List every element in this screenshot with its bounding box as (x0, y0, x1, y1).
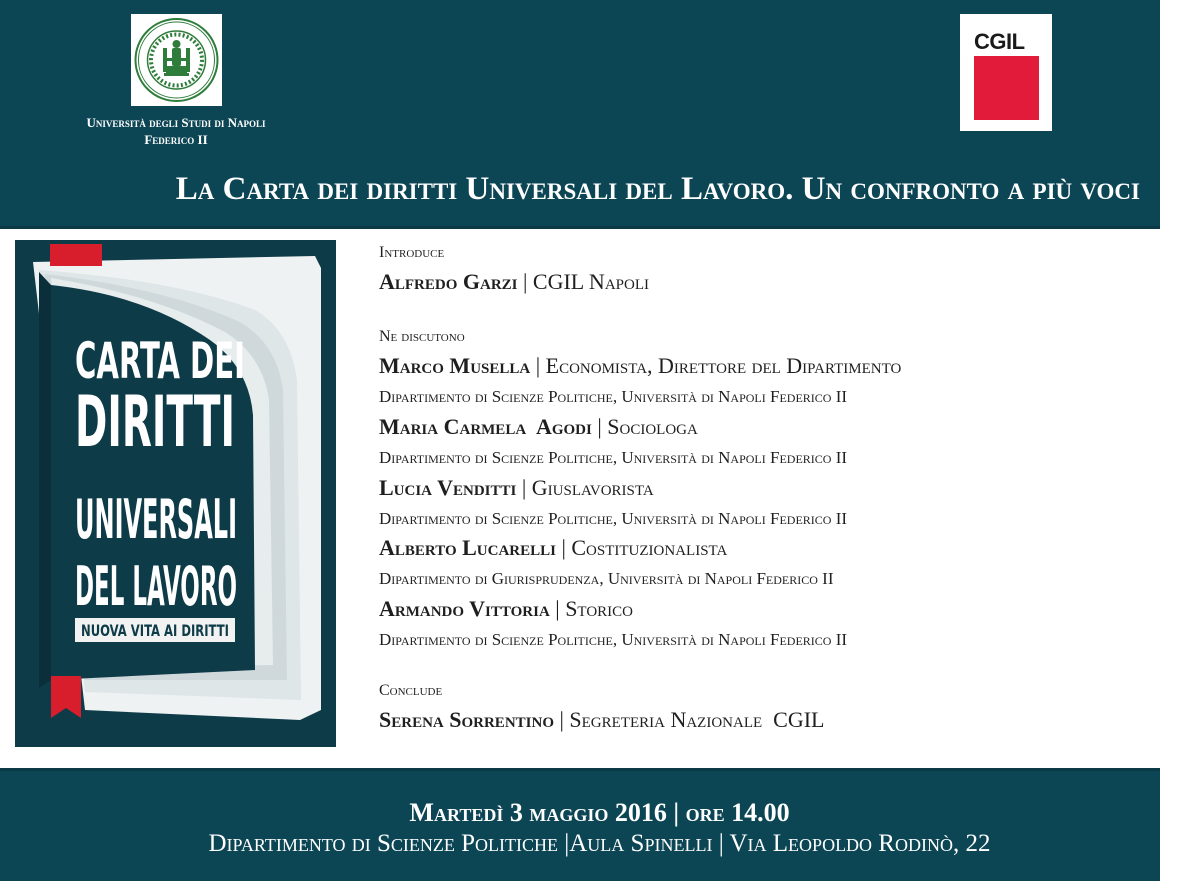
discussant-line (379, 353, 901, 379)
event-venue: Dipartimento di Scienze Politiche |Aula Spinelli | Via Leopoldo Rodinò, 22 (208, 830, 991, 857)
speaker-affiliation: Dipartimento di Scienze Politiche, Università di Napoli Federico II (379, 387, 848, 406)
book-cover-image (15, 240, 336, 747)
cgil-logo (960, 14, 1052, 131)
speaker-role: Segreteria Nazionale CGIL (569, 707, 825, 732)
separator: | (521, 475, 527, 500)
book-title-line3: UNIVERSALI (75, 488, 237, 551)
discussant-line (379, 535, 727, 561)
header-banner (0, 0, 1160, 226)
event-title: La Carta dei diritti Universali del Lavoro. Un confronto a più voci (175, 171, 1140, 207)
separator: | (561, 535, 566, 560)
separator: | (523, 269, 528, 294)
speaker-name: Serena Sorrentino (379, 707, 554, 732)
separator: | (535, 353, 541, 378)
discussant-line (379, 596, 633, 622)
cgil-logo-text: CGIL (974, 29, 1025, 54)
university-name-line2: Federico II (144, 132, 208, 147)
book-subtitle: NUOVA VITA AI DIRITTI (81, 621, 229, 640)
speaker-name: Marco Musella (379, 353, 531, 378)
speaker-affiliation: Dipartimento di Scienze Politiche, Università di Napoli Federico II (379, 448, 848, 467)
introduce-label: Introduce (379, 244, 445, 261)
event-date-time: Martedì 3 maggio 2016 | ore 14.00 (409, 798, 790, 827)
speaker-role: Economista, Direttore del Dipartimento (545, 353, 902, 378)
book-title-line2: DIRITTI (75, 381, 235, 463)
speaker-name: Alfredo Garzi (379, 269, 518, 294)
speaker-role: Sociologa (607, 414, 698, 439)
speaker-name: Alberto Lucarelli (379, 535, 556, 560)
speaker-name: Armando Vittoria (379, 596, 550, 621)
divider-top (0, 226, 1160, 229)
book-title-line4: DEL LAVORO (75, 555, 237, 618)
separator: | (597, 414, 602, 439)
speaker-role: Giuslavorista (531, 475, 654, 500)
university-seal-logo (131, 14, 222, 106)
footer-banner (0, 771, 1160, 881)
university-name (40, 114, 312, 148)
cgil-logo-red-square (974, 56, 1039, 120)
speaker-name: Maria Carmela Agodi (379, 414, 592, 439)
speaker-name: Lucia Venditti (379, 475, 517, 500)
separator: | (559, 707, 564, 732)
speaker-affiliation: Dipartimento di Giurisprudenza, Università di Napoli Federico II (379, 569, 834, 588)
discussant-line (379, 475, 654, 501)
speaker-role: Costituzionalista (571, 535, 728, 560)
book-title-line1: CARTA DEI (75, 332, 245, 390)
speaker-role: CGIL Napoli (532, 269, 649, 294)
speaker-role: Storico (565, 596, 633, 621)
speaker-affiliation: Dipartimento di Scienze Politiche, Università di Napoli Federico II (379, 509, 848, 528)
university-seal-icon (131, 14, 222, 106)
discussant-line (379, 414, 698, 440)
separator: | (555, 596, 560, 621)
university-name-line1: Università degli Studi di Napoli (86, 115, 266, 130)
introducer-line (379, 269, 649, 295)
discussants-label: Ne discutono (379, 328, 465, 345)
conclude-label: Conclude (379, 682, 443, 699)
concluder-line (379, 707, 825, 733)
speaker-affiliation: Dipartimento di Scienze Politiche, Università di Napoli Federico II (379, 630, 848, 649)
